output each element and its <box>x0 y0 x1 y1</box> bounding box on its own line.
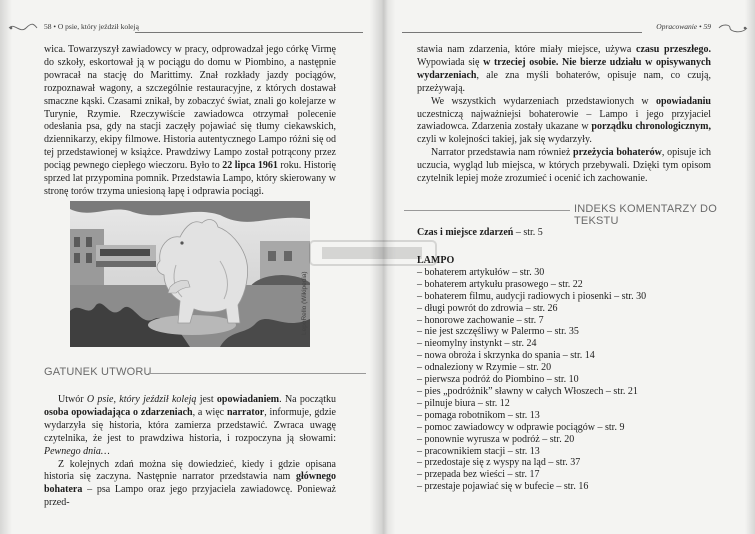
bold-opowiadaniu: opowiadaniu <box>655 95 711 107</box>
bold-narrator: narrator <box>226 406 265 418</box>
header-rule-left <box>135 32 363 33</box>
section-rule-indeks <box>404 210 570 211</box>
page-header-left: 58 • O psie, który jeździł koleją <box>44 22 139 31</box>
section-heading-indeks: INDEKS KOMENTARZY DO TEKSTU <box>574 203 717 227</box>
bold-opowiadaniem: opowiadaniem <box>216 394 280 405</box>
index-item: – nowa obroża i skrzynka do spania – str. 14 <box>417 350 595 362</box>
gatunek-p2-a: Z kolejnych zdań można się dowiedzieć, kiedy i gdzie opisana historia się zaczyna. Następnie narrator przedstawia nam <box>44 458 336 483</box>
right-p1-a: stawia nam zdarzenia, które miały miejsce, używa <box>417 44 637 55</box>
bold-osoba-opowiadajaca: osoba opowiadająca o zdarzeniach <box>44 406 193 418</box>
header-flourish-right-icon <box>718 22 748 35</box>
index-item: – długi powrót do zdrowia – str. 26 <box>417 302 558 314</box>
index-item: – pilnuje biura – str. 12 <box>417 397 510 409</box>
bold-czas-przeszly: czasu przeszłego. <box>636 44 711 55</box>
right-p1-b: Wypowiada się <box>417 56 484 68</box>
index-item: – ponownie wyrusza w podróż – str. 20 <box>417 433 575 445</box>
gatunek-p1-c: . Na początku <box>279 394 336 405</box>
index-czas-ref: – str. 5 <box>513 227 543 238</box>
book-title: O psie, który jeździł koleją <box>86 394 197 405</box>
page-edge-shadow-right <box>745 0 755 534</box>
index-lampo-list <box>417 255 717 493</box>
index-item: – odnaleziony w Rzymie – str. 20 <box>417 362 552 374</box>
right-p3-a: Narrator przedstawia nam również <box>431 147 574 159</box>
left-page-text <box>44 44 336 199</box>
right-p2-c: czyli w kolejności takiej, jak się wydarzyły. <box>417 134 592 146</box>
bold-przezycia-bohaterow: przeżycia bohaterów <box>573 147 662 159</box>
index-item: – pierwsza podróż do Piombino – str. 10 <box>417 374 579 386</box>
page-edge-shadow-left <box>0 0 12 534</box>
gatunek-p1-d: , a więc <box>192 406 227 418</box>
header-flourish-left-icon <box>8 22 38 35</box>
index-item: – przestaje pojawiać się w bufecie – str. 16 <box>417 481 589 493</box>
photo-credit: LepoRello (Wikipedia) <box>301 271 308 335</box>
lampo-statue-photo <box>70 201 310 347</box>
section-heading-gatunek: GATUNEK UTWORU <box>44 366 152 378</box>
section-rule-gatunek <box>148 373 366 374</box>
gatunek-p1-b: jest <box>196 394 217 405</box>
index-item: – przedostaje się z wyspy na ląd – str. 37 <box>417 457 581 469</box>
index-item: – nie jest szczęśliwy w Palermo – str. 35 <box>417 326 579 338</box>
date-bold: 22 lipca 1961 <box>222 160 278 172</box>
index-item: – bohaterem filmu, audycji radiowych i piosenki – str. 30 <box>417 290 647 302</box>
index-item: – pies „podróżnik” sławny w całych Włoszech – str. 21 <box>417 385 638 397</box>
index-item: – bohaterem artykułów – str. 30 <box>417 266 545 278</box>
index-czas-label: Czas i miejsce zdarzeń <box>417 227 514 238</box>
gatunek-p2-b: – psa Lampo oraz jego przyjaciela zawiadowcę. Ponieważ przed- <box>44 484 336 509</box>
gatunek-p1-a: Utwór <box>58 394 87 405</box>
right-p2-a: We wszystkich wydarzeniach przedstawionych w <box>431 95 656 107</box>
left-paragraph-1-end: roku. Historię sprzed lat przypomina pomnik. Przedstawia Lampo, który skierowany w stronę torów trzyma uniesioną łapę i odprawia pociągi. <box>44 160 336 197</box>
gatunek-p1-e: , informuje, gdzie wydarzyła się historia, która zamierza przedstawić. Zwraca uwagę czytelnika, że jest to prawdziwa historia, i rozpoczyna ją słowami: <box>44 406 336 444</box>
right-p2-b: uczestniczą najważniejsi bohaterowie – Lampo i jego przyjaciel zawiadowca. Zdarzenia zostały ukazane w <box>417 108 711 133</box>
index-item: – pomoc zawiadowcy w odprawie pociągów – str. 9 <box>417 421 625 433</box>
index-lampo-heading: LAMPO <box>417 255 455 266</box>
bold-glownego-bohatera: głównego bohatera <box>44 471 336 496</box>
right-page-text <box>417 44 711 186</box>
index-item: – przepada bez wieści – str. 17 <box>417 469 540 481</box>
header-rule-right <box>402 32 642 33</box>
page-header-right: Opracowanie • 59 <box>656 22 711 31</box>
index-item: – pomaga robotnikom – str. 13 <box>417 409 540 421</box>
gatunek-text <box>44 394 336 510</box>
right-p1-c: , ale zna myśli bohaterów, opisuje nam, co czują, przeżywają. <box>417 69 711 94</box>
bold-trzecia-osoba: w trzeciej osobie. Nie bierze udziału w opisywanych wydarzeniach <box>417 56 711 81</box>
index-item: – bohaterem artykułu prasowego – str. 22 <box>417 278 583 290</box>
bold-porzadek-chronologiczny: porządku chronologicznym, <box>591 121 711 133</box>
right-p3-b: , opisuje ich uczucia, wygląd lub miejsca, w których przebywali. Dzięki tym opisom czytelnik lepiej może zrozumieć i ocenić ich zachowanie. <box>417 147 711 185</box>
faint-watermark-icon <box>308 233 438 273</box>
index-item: – nieomylny instynkt – str. 24 <box>417 338 537 350</box>
quote-pewnego-dnia: Pewnego dnia… <box>44 445 110 457</box>
index-item: – pracownikiem stacji – str. 13 <box>417 445 540 457</box>
left-paragraph-1: wica. Towarzyszył zawiadowcy w pracy, odprowadzał jego córkę Virmę do szkoły, eskortował ją w pociągu do domu w Piombino, a następnie powracał na stację do Marittimy. Znał rozkłady jazdy pociągów, rozpoznawał wagony, a szczególnie restauracyjne, z których dostawał smaczne kąski. Czasami znikał, by zobaczyć świat, znali go kolejarze w Turynie, Rzymie. Rzeczywiście zawiadowca otrzymał polecenie odesłania psa, gdy na stacji zaczęły pojawiać się tłumy ciekawskich, dziennikarzy, ekipy filmowe. Historia autentycznego Lampo różni się od tej przedstawionej w książce. Prawdziwy Lampo został potrącony przez pociąg pewnego ciepłego wieczoru. Było to <box>44 44 336 172</box>
index-czas-miejsce <box>417 227 711 240</box>
index-item: – honorowe zachowanie – str. 7 <box>417 314 544 326</box>
